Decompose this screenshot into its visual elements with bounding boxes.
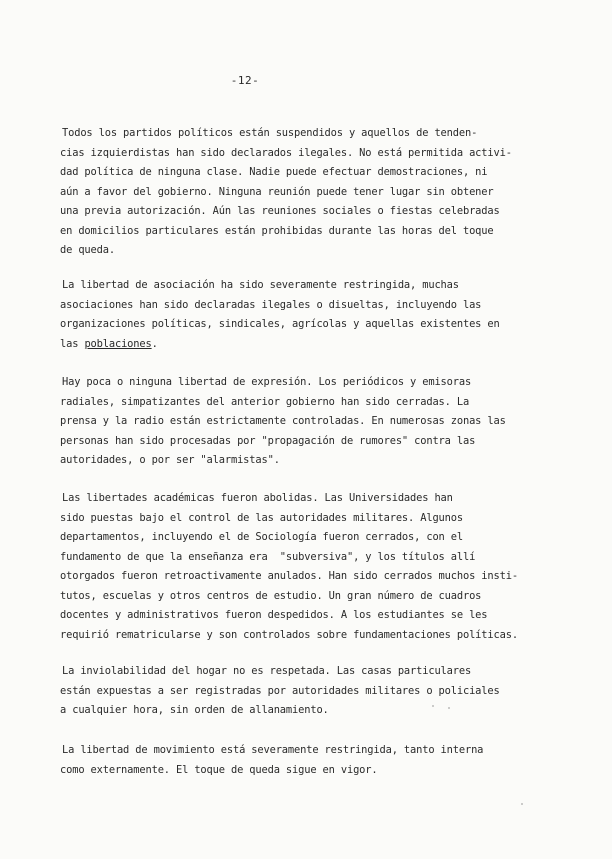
paragraph-home-inviolability	[62, 662, 512, 721]
paragraph-political-parties	[62, 124, 512, 261]
underlined-word: poblaciones	[84, 337, 152, 350]
text-line: sido puestas bajo el control de las autoridades militares. Algunos	[60, 511, 463, 524]
text-line: en domicilios particulares están prohibidas durante las horas del toque	[60, 224, 494, 237]
text-line: personas han sido procesadas por "propagación de rumores" contra las	[60, 434, 476, 447]
paragraph-freedom-of-movement	[62, 741, 512, 780]
text-line: dad política de ninguna clase. Nadie puede efectuar demostraciones, ni	[60, 166, 488, 178]
text-line: radiales, simpatizantes del anterior gobierno han sido cerradas. La	[60, 395, 470, 408]
paragraph-freedom-of-association	[62, 276, 512, 354]
text-line: La libertad de movimiento está severamente restringida, tanto interna	[62, 744, 484, 756]
scan-speck	[448, 707, 450, 709]
text-line: como externamente. El toque de queda sigue en vigor.	[60, 763, 378, 776]
text-line: requirió rematricularse y son controlados sobre fundamentaciones políticas.	[60, 628, 518, 641]
text-line: aún a favor del gobierno. Ninguna reunión puede tener lugar sin obtener	[60, 185, 494, 198]
text-line: fundamento de que la enseñanza era "subversiva", y los títulos allí	[60, 550, 476, 563]
text-line: Las libertades académicas fueron abolidas. Las Universidades han	[62, 492, 453, 504]
page-number: -12-	[230, 74, 260, 87]
text-line: asociaciones han sido declaradas ilegales o disueltas, incluyendo las	[60, 298, 482, 311]
text-line: autoridades, o por ser "alarmistas".	[60, 454, 280, 466]
text-line: están expuestas a ser registradas por autoridades militares o policiales	[60, 684, 500, 697]
text-line: docentes y administrativos fueron despedidos. A los estudiantes se les	[60, 609, 488, 621]
paragraph-freedom-of-expression	[62, 373, 512, 471]
text-line: organizaciones políticas, sindicales, agrícolas y aquellas existentes en	[60, 318, 500, 330]
text-line: prensa y la radio están estrictamente controladas. En numerosas zonas las	[60, 415, 506, 427]
paragraph-academic-freedom	[60, 489, 518, 645]
text-line: Todos los partidos políticos están suspendidos y aquellos de tenden-	[62, 127, 478, 139]
scan-speck	[432, 705, 434, 707]
scan-speck	[521, 803, 523, 805]
text-line: La libertad de asociación ha sido severamente restringida, muchas	[62, 279, 459, 291]
text-line	[60, 335, 512, 355]
text-line: La inviolabilidad del hogar no es respetada. Las casas particulares	[62, 665, 472, 677]
text-line: a cualquier hora, sin orden de allanamiento.	[60, 704, 329, 716]
text-line: una previa autorización. Aún las reuniones sociales o fiestas celebradas	[60, 205, 500, 217]
text-fragment: .	[151, 337, 158, 350]
text-line: departamentos, incluyendo el de Sociología fueron cerrados, con el	[60, 531, 463, 543]
text-line: otorgados fueron retroactivamente anulados. Han sido cerrados muchos insti-	[60, 570, 518, 582]
text-line: cias izquierdistas han sido declarados ilegales. No está permitida activi-	[60, 146, 512, 159]
text-line: tutos, escuelas y otros centros de estudio. Un gran número de cuadros	[60, 589, 482, 602]
text-line: de queda.	[60, 244, 115, 256]
text-line: Hay poca o ninguna libertad de expresión. Los periódicos y emisoras	[62, 376, 472, 388]
text-fragment: las	[60, 337, 85, 350]
